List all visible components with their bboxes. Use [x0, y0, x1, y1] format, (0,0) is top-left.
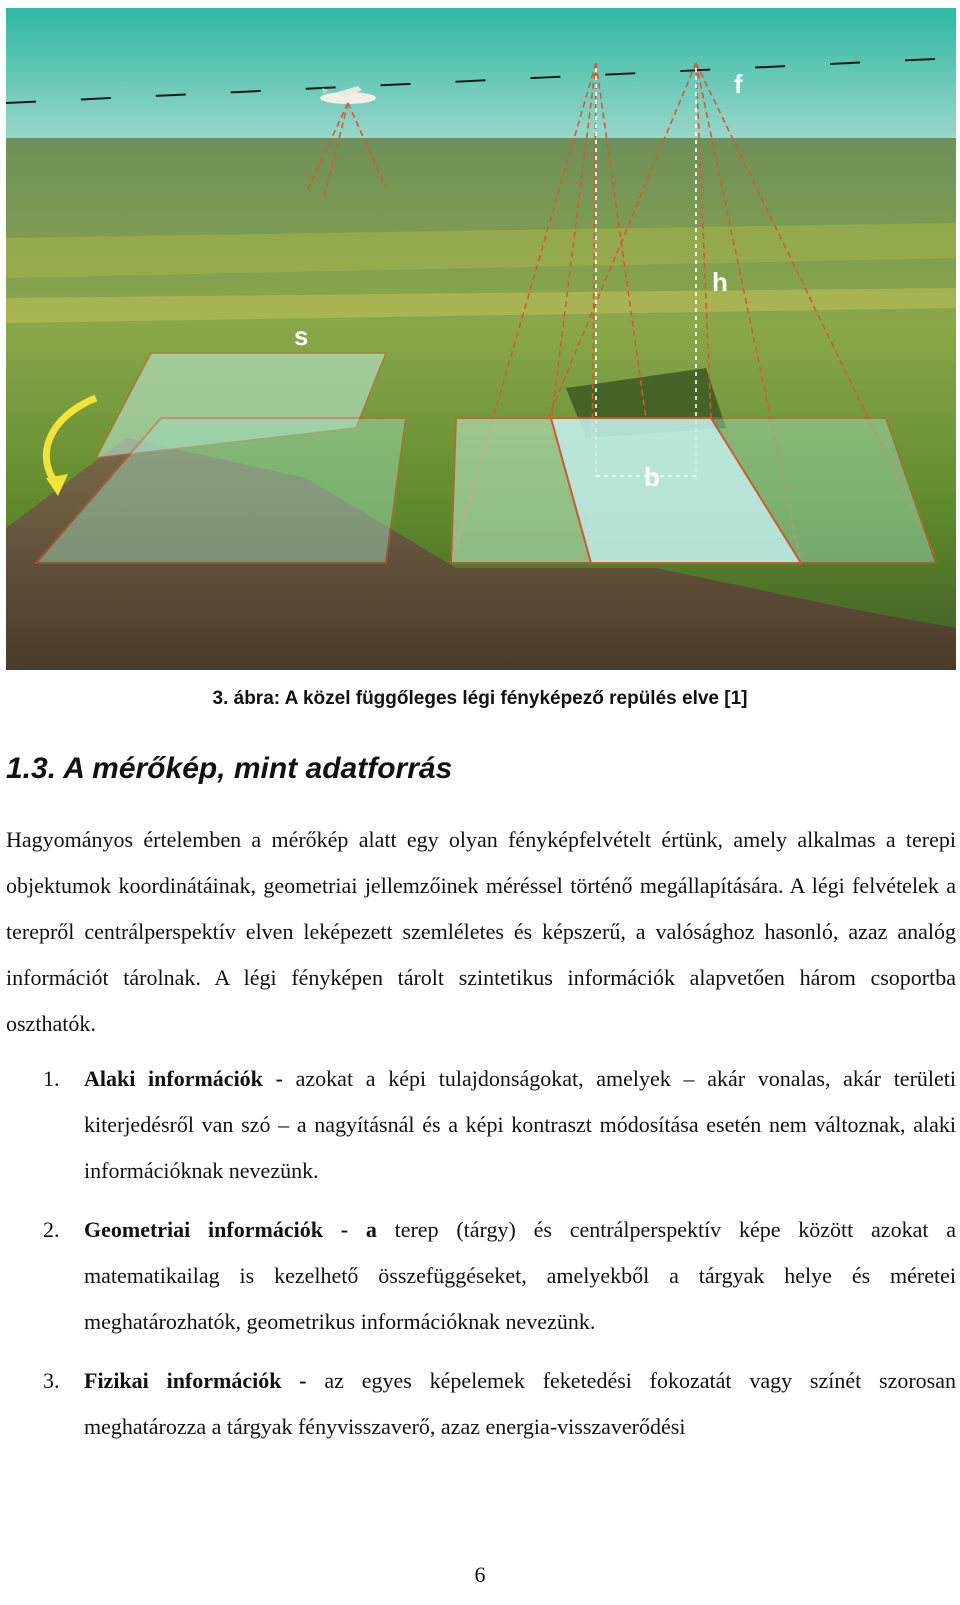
list-item-text: terep (tárgy) és centrálperspektív képe között azokat a matematikailag is kezelhető összefüggéseket, amelyekből a tárgyak helye és méretei meghatározhatók, geometrikus információknak nevezünk. [84, 1217, 956, 1334]
intro-paragraph: Hagyományos értelemben a mérőkép alatt egy olyan fényképfelvételt értünk, amely alkalmas a terepi objektumok koordinátáinak, geometriai jellemzőinek méréssel történő megállapítására. A légi felvételek a terepről centrálperspektív elven leképezett szemléletes és képszerű, a valósághoz hasonló, azaz analóg információt tárolnak. A légi fényképen tárolt szintetikus információk alapvetően három csoportba oszthatók. [6, 827, 956, 1036]
aerial-photography-figure [6, 8, 956, 670]
list-item-text: az egyes képelemek feketedési fokozatát vagy színét szorosan meghatározza a tárgyak fényvisszaverő, azaz energia-visszaverődési [84, 1368, 956, 1439]
list-item [0, 1056, 956, 1194]
list-item-term: Alaki információk - [84, 1066, 283, 1091]
list-item-text: azokat a képi tulajdonságokat, amelyek – akár vonalas, akár területi kiterjedésről van szó – a nagyításnál és a képi kontraszt módosítása esetén nem változnak, alaki információknak nevezünk. [84, 1066, 956, 1183]
list-item-term: Geometriai információk - a [84, 1217, 377, 1242]
list-item [0, 1358, 956, 1450]
label-b: b [644, 462, 660, 492]
list-item-term: Fizikai információk - [84, 1368, 307, 1393]
list-item-number: 3. [43, 1368, 60, 1393]
list-item [0, 1207, 956, 1345]
figure-caption: 3. ábra: A közel függőleges légi fényképező repülés elve [1] [212, 688, 748, 709]
label-f: f [734, 69, 743, 99]
label-h: h [712, 267, 728, 297]
list-item-number: 2. [43, 1217, 60, 1242]
label-s: s [294, 321, 309, 351]
section-heading: 1.3. A mérőkép, mint adatforrás [6, 752, 453, 785]
page-number: 6 [474, 1562, 486, 1587]
list-item-number: 1. [43, 1066, 60, 1091]
aerial-landscape-illustration [6, 8, 956, 670]
information-types-list [0, 1056, 956, 1463]
